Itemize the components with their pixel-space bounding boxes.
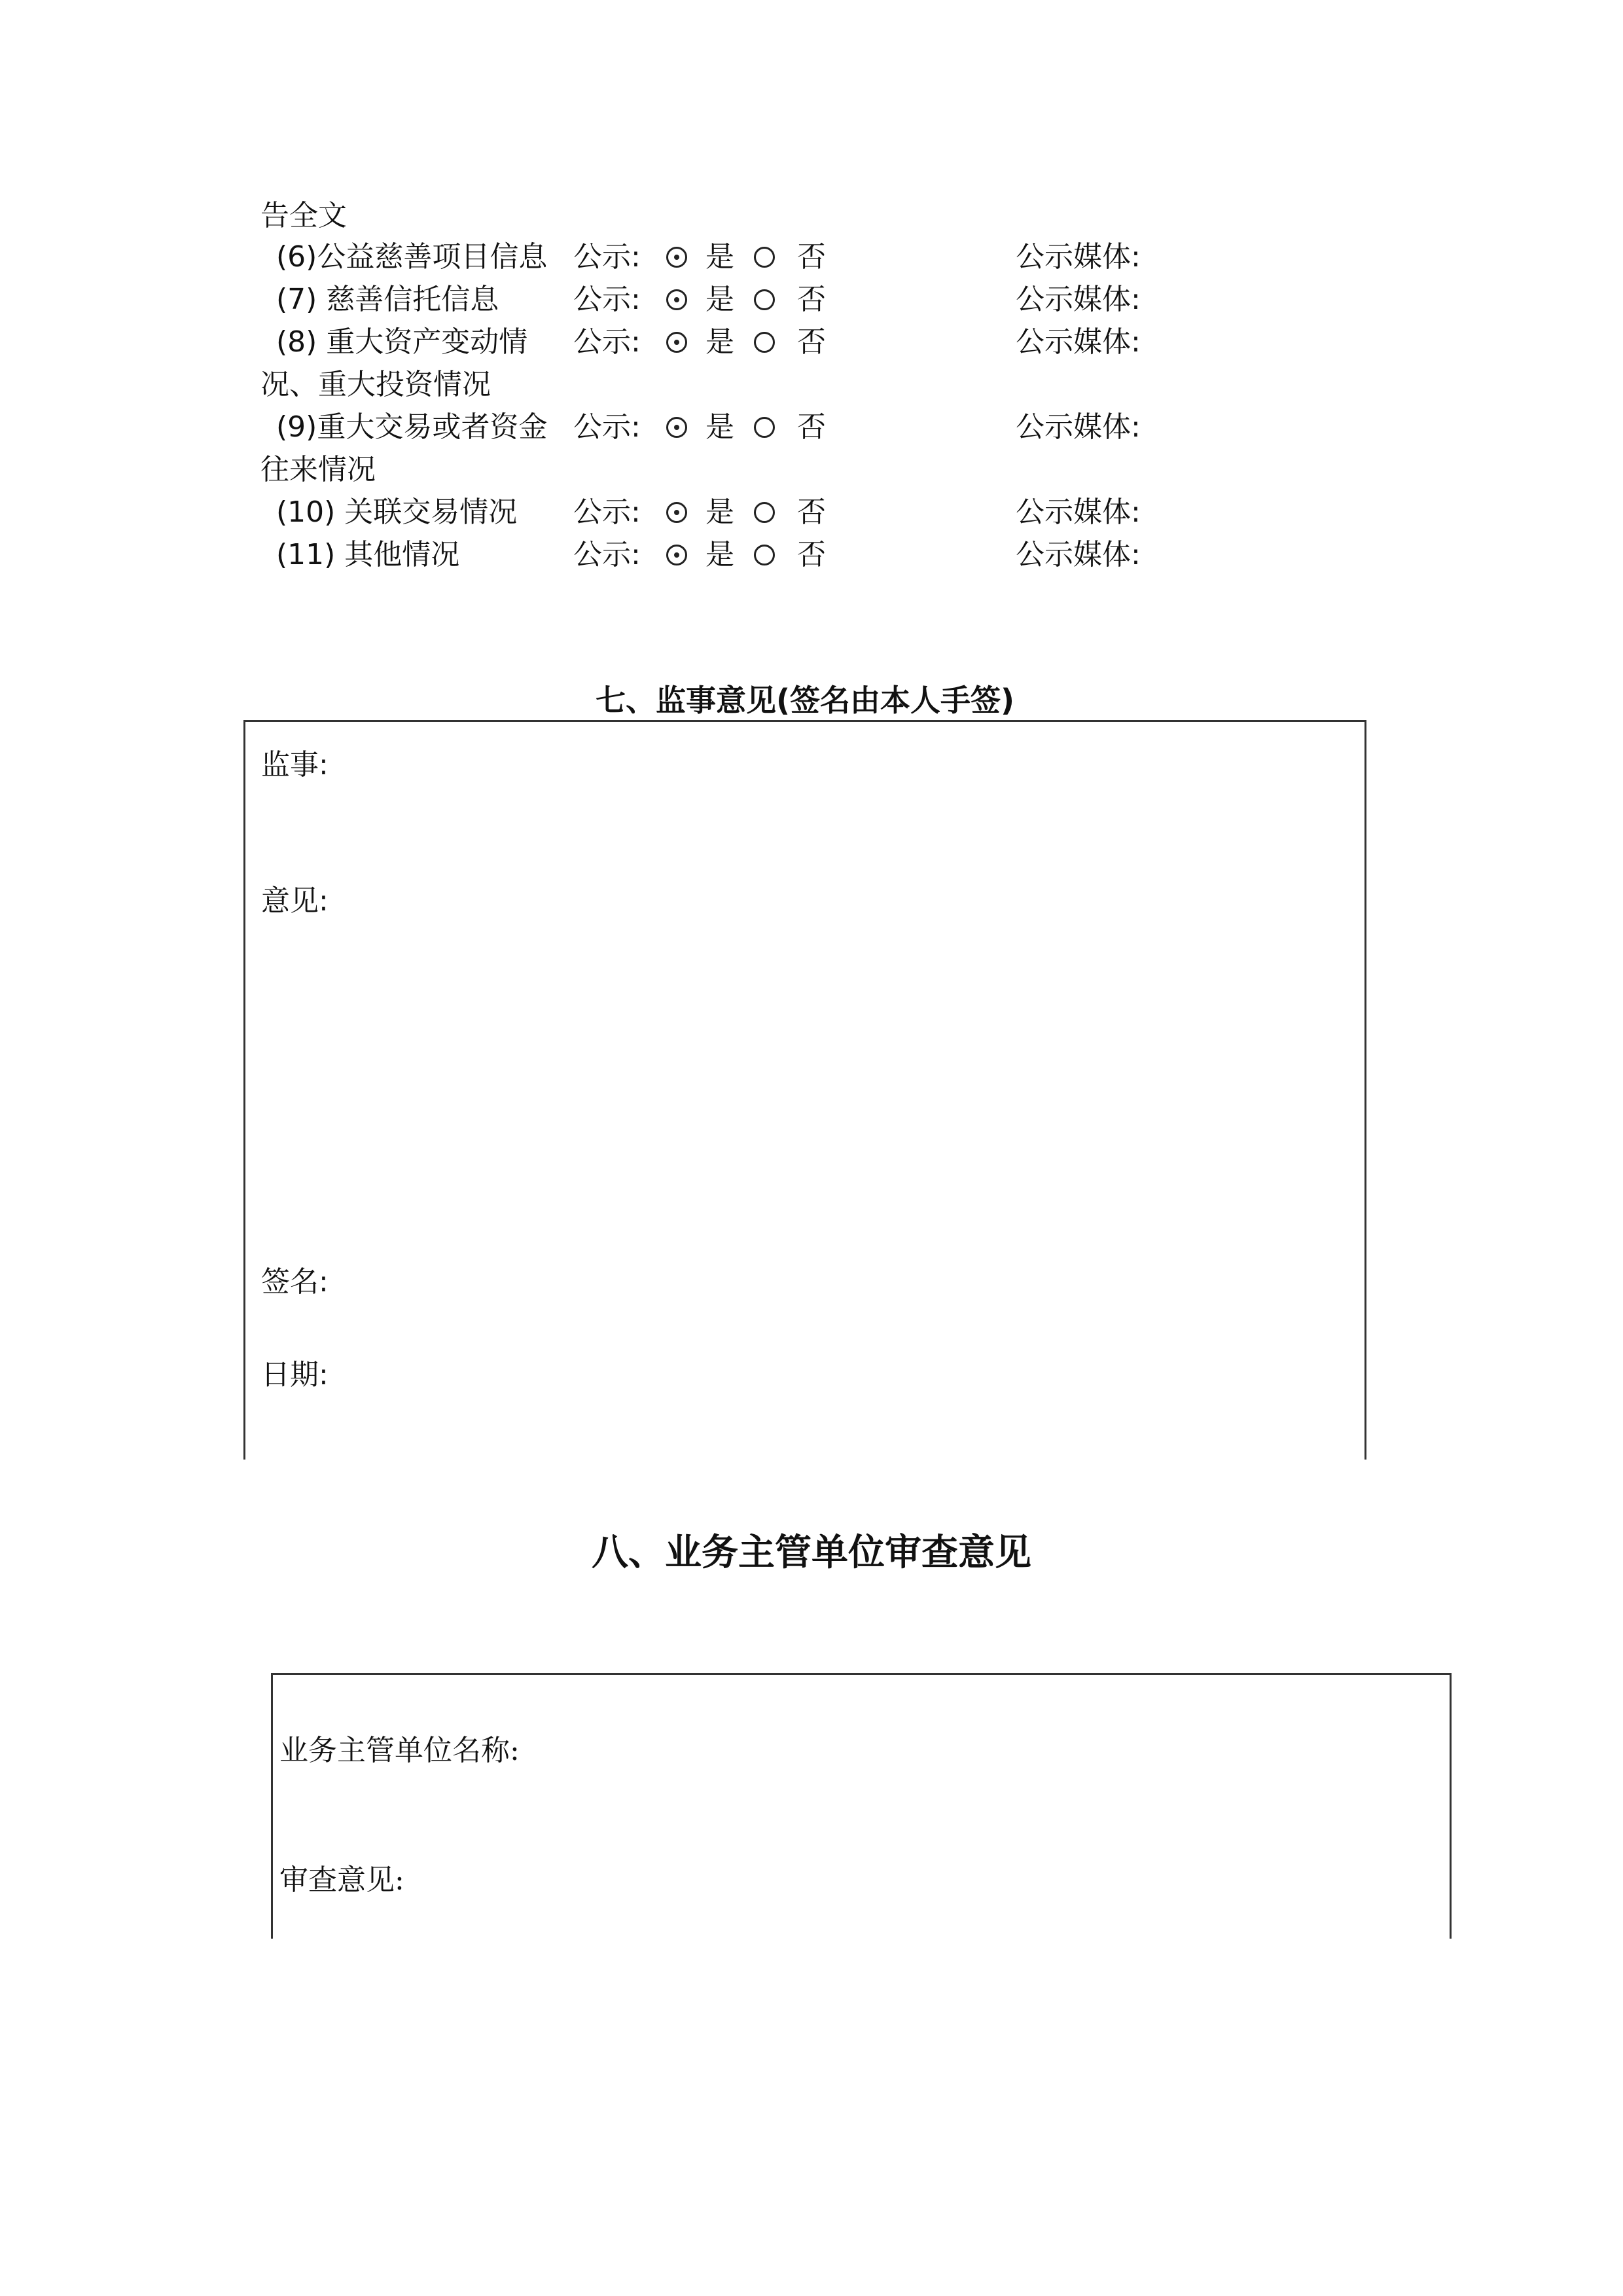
- radio-yes[interactable]: [666, 502, 687, 523]
- publicity-label: 公示:: [573, 410, 641, 444]
- yes-label: 是: [705, 283, 734, 316]
- radio-yes[interactable]: [666, 289, 687, 310]
- radio-yes[interactable]: [666, 247, 687, 268]
- supervisor-label: 监事:: [261, 748, 329, 781]
- publicity-row-6: [260, 236, 1373, 279]
- publicity-row-9: [260, 406, 1373, 449]
- media-label: 公示媒体:: [1016, 538, 1141, 571]
- section6-continuation-top: 告全文: [260, 199, 347, 232]
- media-label: 公示媒体:: [1016, 283, 1141, 316]
- section7-title: 七、监事意见(签名由本人手签): [595, 683, 1015, 718]
- radio-no[interactable]: [754, 332, 775, 353]
- supervisor-opinion-box: [243, 720, 1366, 1460]
- no-label: 否: [797, 325, 826, 359]
- signature-label: 签名:: [261, 1265, 329, 1299]
- review-opinion-label: 审查意见:: [279, 1863, 404, 1897]
- publicity-label: 公示:: [573, 240, 641, 274]
- yes-label: 是: [705, 325, 734, 359]
- item-label: (7) 慈善信托信息: [276, 283, 499, 316]
- radio-yes[interactable]: [666, 545, 687, 565]
- review-opinion-box: [271, 1673, 1452, 1939]
- item-label: (10) 关联交易情况: [276, 495, 518, 529]
- item-label: (6)公益慈善项目信息: [276, 240, 548, 274]
- media-label: 公示媒体:: [1016, 410, 1141, 444]
- item-label: (9)重大交易或者资金: [276, 410, 548, 444]
- no-label: 否: [797, 283, 826, 316]
- yes-label: 是: [705, 410, 734, 444]
- yes-label: 是: [705, 538, 734, 571]
- publicity-label: 公示:: [573, 538, 641, 571]
- publicity-label: 公示:: [573, 283, 641, 316]
- publicity-row-8: [260, 321, 1373, 364]
- publicity-row-7: [260, 278, 1373, 321]
- publicity-label: 公示:: [573, 325, 641, 359]
- section8-title: 八、业务主管单位审查意见: [592, 1531, 1031, 1574]
- radio-no[interactable]: [754, 247, 775, 268]
- no-label: 否: [797, 240, 826, 274]
- yes-label: 是: [705, 240, 734, 274]
- radio-no[interactable]: [754, 417, 775, 438]
- no-label: 否: [797, 495, 826, 529]
- yes-label: 是: [705, 495, 734, 529]
- no-label: 否: [797, 538, 826, 571]
- media-label: 公示媒体:: [1016, 495, 1141, 529]
- publicity-row-11: [260, 533, 1373, 577]
- radio-no[interactable]: [754, 289, 775, 310]
- no-label: 否: [797, 410, 826, 444]
- date-label: 日期:: [261, 1358, 329, 1391]
- item-label: (8) 重大资产变动情: [276, 325, 528, 359]
- radio-no[interactable]: [754, 502, 775, 523]
- item-continuation: 往来情况: [260, 453, 376, 486]
- item-label: (11) 其他情况: [276, 538, 460, 571]
- publicity-row-10: [260, 491, 1373, 534]
- unit-name-label: 业务主管单位名称:: [279, 1734, 520, 1767]
- media-label: 公示媒体:: [1016, 325, 1141, 359]
- opinion-label: 意见:: [261, 884, 329, 918]
- radio-no[interactable]: [754, 545, 775, 565]
- publicity-label: 公示:: [573, 495, 641, 529]
- radio-yes[interactable]: [666, 417, 687, 438]
- item-continuation: 况、重大投资情况: [260, 368, 491, 401]
- radio-yes[interactable]: [666, 332, 687, 353]
- media-label: 公示媒体:: [1016, 240, 1141, 274]
